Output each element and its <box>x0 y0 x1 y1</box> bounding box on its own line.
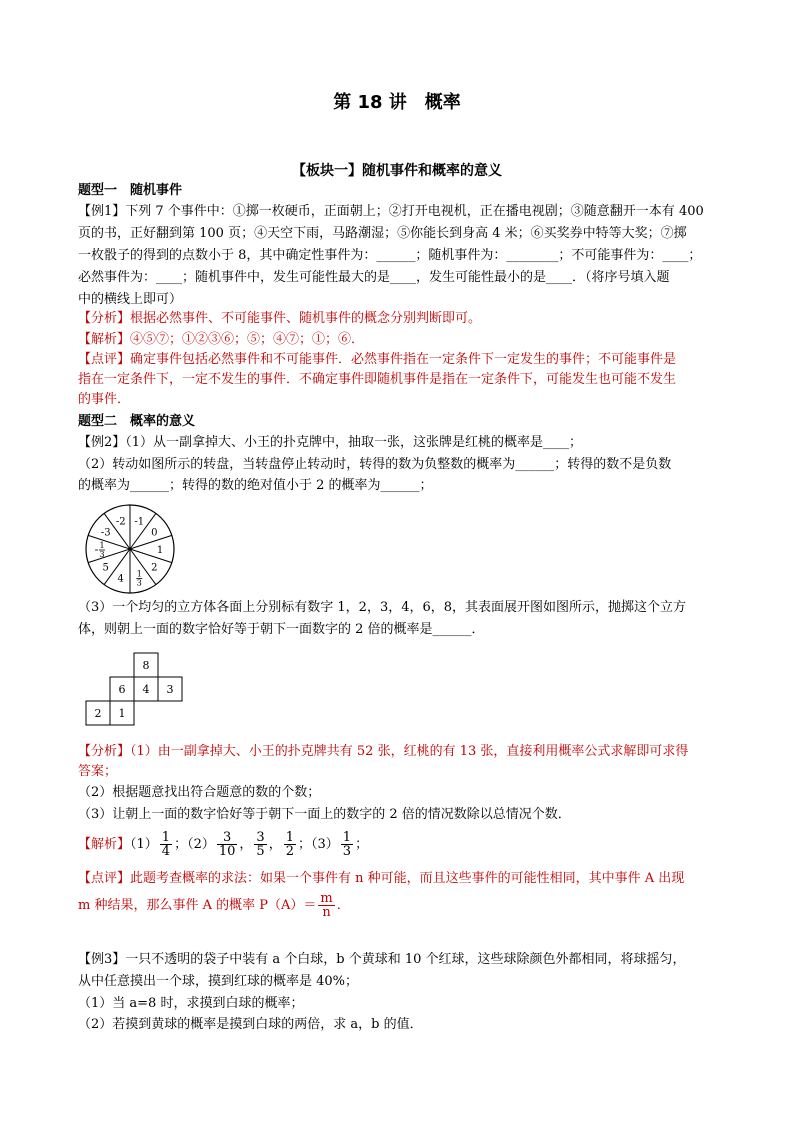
svg-text:3: 3 <box>136 578 142 588</box>
example-2-analysis-line-4: （3）让朝上一面的数字恰好等于朝下一面上的数字的 2 倍的情况数除以总情况个数． <box>78 807 571 822</box>
question-type-1-heading: 题型一 随机事件 <box>78 183 183 198</box>
svg-text:5: 5 <box>102 562 109 574</box>
module-heading: 【板块一】随机事件和概率的意义 <box>292 163 502 179</box>
example-2-analysis-line-3: （2）根据题意找出符合题意的数的个数； <box>78 785 321 800</box>
svg-text:-3: -3 <box>100 527 111 539</box>
svg-text:0: 0 <box>151 527 158 539</box>
spinner-divider <box>88 549 130 563</box>
example-2-comment-line-1: 【点评】此题考查概率的求法：如果一个事件有 n 种可能，而且这些事件的可能性相同，其中事件 A 出现 <box>78 871 685 886</box>
example-2-comment-line-2: m 种结果，那么事件 A 的概率 P（A）＝ $\frac{m}{n}$ ． <box>78 891 350 920</box>
net-number: 6 <box>118 683 126 696</box>
net-number: 1 <box>118 707 126 720</box>
fraction: $\frac{m}{n}$ <box>320 891 333 920</box>
solution-label: 【解析】 <box>78 837 131 852</box>
solution-part-1: （1） <box>130 837 158 852</box>
spinner-label <box>103 563 109 574</box>
example-3-line-4: （2）若摸到黄球的概率是摸到白球的两倍，求 a，b 的值． <box>78 1017 423 1032</box>
example-1-line-4: 必然事件为：____；随机事件中，发生可能性最大的是____，发生可能性最小的是____．（将序号填入题 <box>78 270 670 285</box>
spinner-label <box>151 563 157 574</box>
solution-part-2: ；（2） <box>174 837 215 852</box>
question-type-2-heading: 题型二 概率的意义 <box>78 414 196 429</box>
net-number: 4 <box>142 683 150 696</box>
fraction: $\frac{3}{5}$ <box>256 830 265 859</box>
example-2-line-4: （3）一个均匀的立方体各面上分别标有数字 1，2，3，4，6，8，其表面展开图如图所示，抛掷这个立方 <box>78 600 687 615</box>
svg-text:4: 4 <box>117 573 124 585</box>
fraction: $\frac{1}{4}$ <box>161 830 171 859</box>
cube-net-figure <box>84 652 188 728</box>
fraction: $\frac{1}{2}$ <box>285 830 294 859</box>
example-2-line-1: 【例2】（1）从一副拿掉大、小王的扑克牌中，抽取一张，这张牌是红桃的概率是____； <box>78 435 583 450</box>
example-2-analysis-line-1: 【分析】（1）由一副拿掉大、小王的扑克牌共有 52 张，红桃的有 13 张，直接利用概率公式求解即可求得 <box>78 744 689 759</box>
page-title: 第 18 讲 概率 <box>333 92 461 113</box>
example-1-comment-line-3: 的事件． <box>78 392 131 407</box>
svg-text:1: 1 <box>156 545 164 556</box>
svg-text:2: 2 <box>151 562 158 574</box>
example-1-line-2: 页的书，正好翻到第 100 页；④天空下雨，马路潮湿；⑤你能长到身高 4 米；⑥买奖券中特等大奖；⑦掷 <box>78 226 687 241</box>
fraction: $\frac{3}{10}$ <box>218 830 236 859</box>
svg-text:3: 3 <box>99 550 105 559</box>
example-1-line-1: 【例1】下列 7 个事件中：①掷一枚硬币，正面朝上；②打开电视机，正在播电视剧；③随意翻开一本有 400 <box>78 204 704 219</box>
example-2-line-2: （2）转动如图所示的转盘，当转盘停止转动时，转得的数为负整数的概率为______；转得的数不是负数 <box>78 457 672 472</box>
spinner-label <box>151 527 157 538</box>
example-3-line-2: 从中任意摸出一个球，摸到红球的概率是 40%； <box>78 974 359 989</box>
example-1-solution: 【解析】④⑤⑦；①②③⑥；⑤；④⑦；①；⑥． <box>78 332 365 347</box>
example-3-line-3: （1）当 a=8 时，求摸到白球的概率； <box>78 996 304 1011</box>
fraction: $\frac{1}{3}$ <box>342 830 352 859</box>
example-1-comment-line-1: 【点评】确定事件包括必然事件和不可能事件．必然事件指在一定条件下一定发生的事件；不可能事件是 <box>78 352 677 367</box>
example-2-line-5: 体，则朝上一面的数字恰好等于朝下一面数字的 2 倍的概率是______． <box>78 622 485 637</box>
example-1-comment-line-2: 指在一定条件下，一定不发生的事件．不确定事件即随机事件是指在一定条件下，可能发生也可能不发生 <box>78 372 677 387</box>
spinner-label <box>118 574 124 585</box>
spinner-label <box>95 541 105 559</box>
svg-text:1: 1 <box>136 569 142 579</box>
net-number: 8 <box>142 659 150 672</box>
example-2-solution: 【解析】（1） $\frac{1}{4}$ ；（2） $\frac{3}{10}$ ， $\frac{3}{5}$ ， $\frac{1}{2}$ ；（3） $\frac{1}{3}$ ； <box>78 830 369 859</box>
spinner-figure <box>84 503 176 595</box>
svg-text:1: 1 <box>99 541 105 550</box>
example-2-analysis-line-2: 答案； <box>78 764 118 779</box>
spinner-label <box>136 570 142 588</box>
example-1-analysis: 【分析】根据必然事件、不可能事件、随机事件的概念分别判断即可。 <box>78 311 482 326</box>
example-1-line-3: 一枚骰子的得到的点数小于 8，其中确定性事件为：______；随机事件为：________；不可能事件为：____； <box>78 248 702 263</box>
example-3-line-1: 【例3】一只不透明的袋子中装有 a 个白球，b 个黄球和 10 个红球，这些球除颜色外都相同，将球摇匀， <box>78 952 686 967</box>
svg-text:-1: -1 <box>134 516 145 528</box>
spinner-label <box>116 516 126 527</box>
example-1-line-5: 中的横线上即可） <box>78 292 183 307</box>
spinner-label <box>134 516 144 527</box>
spinner-divider <box>130 549 172 563</box>
net-number: 3 <box>166 683 174 696</box>
svg-text:-2: -2 <box>115 516 126 528</box>
solution-part-3: ；（3） <box>298 837 339 852</box>
net-number: 2 <box>94 707 102 720</box>
spinner-label <box>157 545 163 556</box>
example-2-line-3: 的概率为______；转得的数的绝对值小于 2 的概率为______； <box>78 478 433 493</box>
spinner-label <box>101 527 111 538</box>
